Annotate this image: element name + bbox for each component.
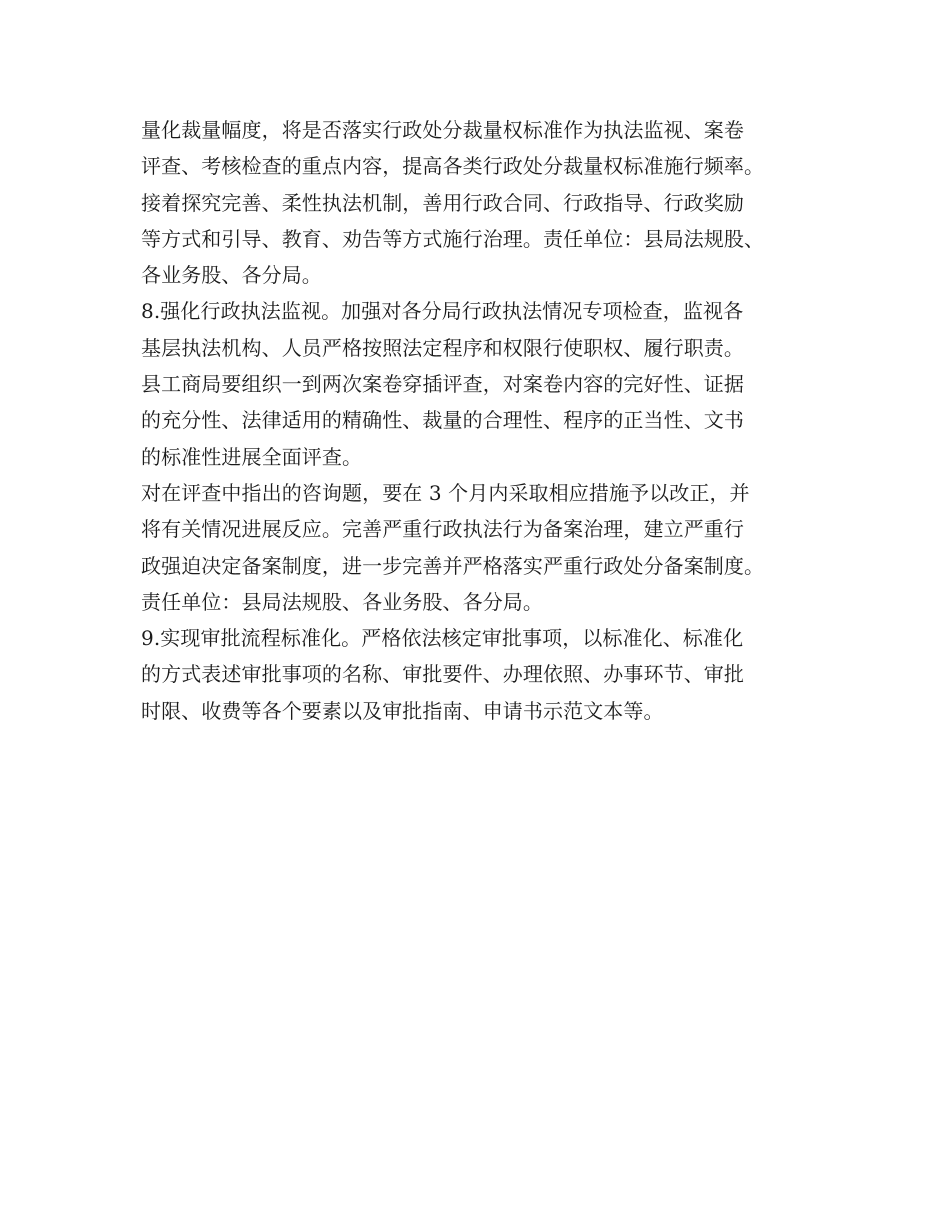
text-line: 时限、收费等各个要素以及审批指南、申请书示范文本等。	[141, 698, 664, 723]
text-line: 的充分性、法律适用的精确性、裁量的合理性、程序的正当性、文书	[141, 408, 744, 433]
text-line: 政强迫决定备案制度，进一步完善并严格落实严重行政处分备案制度。	[141, 553, 765, 578]
text-line: 接着探究完善、柔性执法机制，善用行政合同、行政指导、行政奖励	[141, 190, 744, 215]
item-9-line: 9.实现审批流程标准化。严格依法核定审批事项，以标准化、标准化	[141, 626, 744, 651]
text-line: 等方式和引导、教育、劝告等方式施行治理。责任单位：县局法规股、	[141, 226, 765, 251]
text-line: 将有关情况进展反应。完善严重行政执法行为备案治理，建立严重行	[141, 517, 744, 542]
text-line: 评查、考核检查的重点内容，提高各类行政处分裁量权标准施行频率。	[141, 154, 765, 179]
text-line: 基层执法机构、人员严格按照法定程序和权限行使职权、履行职责。	[141, 335, 744, 360]
text-line: 量化裁量幅度，将是否落实行政处分裁量权标准作为执法监视、案卷	[141, 118, 744, 142]
text-line: 责任单位：县局法规股、各业务股、各分局。	[141, 589, 543, 614]
text-line: 对在评查中指出的咨询题，要在 3 个月内采取相应措施予以改正，并	[141, 480, 750, 505]
item-8-line: 8.强化行政执法监视。加强对各分局行政执法情况专项检查，监视各	[141, 299, 744, 324]
text-line: 的方式表述审批事项的名称、审批要件、办理依照、办事环节、审批	[141, 662, 744, 687]
text-line: 各业务股、各分局。	[141, 263, 322, 288]
text-line: 的标准性进展全面评查。	[141, 444, 363, 469]
document-body	[141, 112, 841, 729]
text-line: 县工商局要组织一到两次案卷穿插评查，对案卷内容的完好性、证据	[141, 372, 744, 397]
